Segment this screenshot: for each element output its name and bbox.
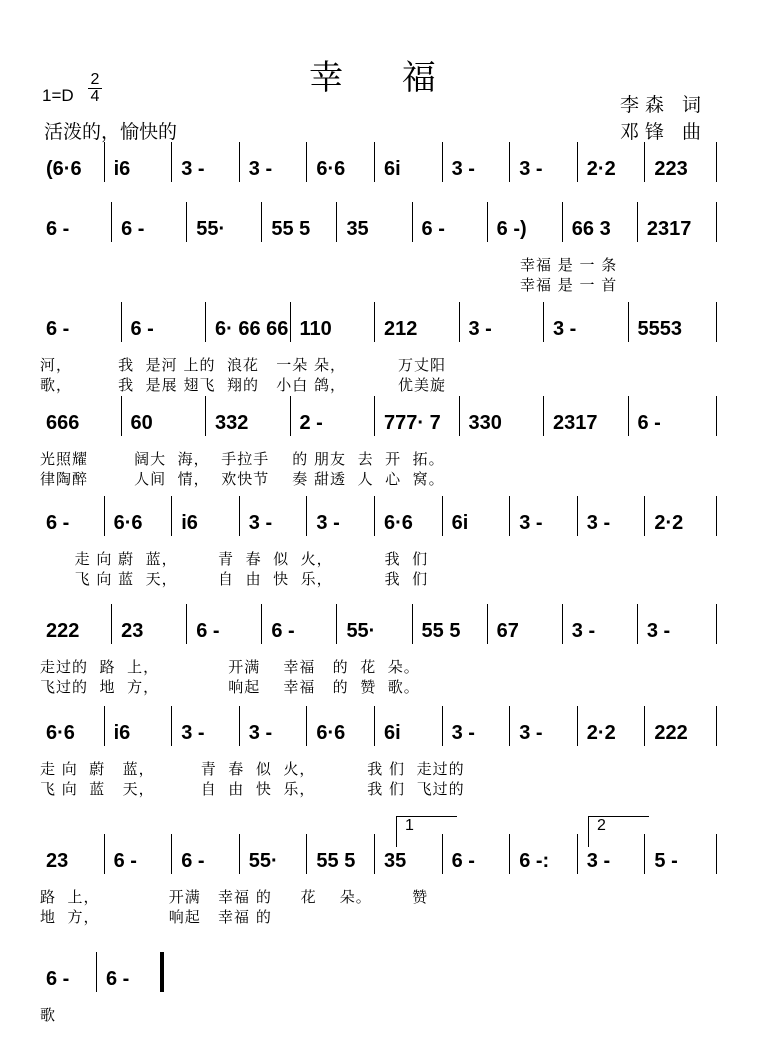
- bar-line: [509, 834, 510, 874]
- bar-line: [261, 202, 262, 242]
- bar-line: [104, 142, 105, 182]
- staff-row: [0, 318, 769, 394]
- lyric-line: 飞过的 地 方， 响起 幸福 的 赞 歌。: [40, 678, 420, 696]
- bar-line: [121, 302, 122, 342]
- bar-line: [239, 142, 240, 182]
- bar-line: [374, 706, 375, 746]
- bar-line: [412, 604, 413, 644]
- measure: 6 -: [421, 218, 445, 240]
- measure: 2·2: [586, 158, 616, 180]
- bar-line: [374, 142, 375, 182]
- staff-row: [0, 817, 769, 926]
- lyric-line: 飞 向 蓝 天， 自 由 快 乐， 我 们 飞过的: [40, 780, 465, 798]
- bar-line: [442, 142, 443, 182]
- measure: 2·2: [654, 512, 684, 534]
- lyric-line: 歌: [40, 1006, 57, 1024]
- staff-row: [0, 722, 769, 798]
- measure: 67: [496, 620, 519, 642]
- bar-line: [239, 834, 240, 874]
- measure: 6·6: [113, 512, 143, 534]
- volta-number: 1: [405, 817, 414, 834]
- bar-line: [487, 202, 488, 242]
- measure: 666: [46, 412, 80, 434]
- bar-line: [509, 496, 510, 536]
- composer-credit: 邓锋 曲: [620, 121, 708, 143]
- bar-line: [716, 142, 717, 182]
- staff-row: [0, 968, 769, 1024]
- bar-line: [374, 834, 375, 874]
- measure: 6i: [384, 158, 401, 180]
- bar-line: [205, 302, 206, 342]
- bar-line: [239, 496, 240, 536]
- measure: 3 -: [586, 850, 611, 872]
- bar-line: [577, 706, 578, 746]
- measure: 2 -: [299, 412, 323, 434]
- bar-line: [186, 604, 187, 644]
- staff-row: [0, 512, 769, 588]
- measure: 3 -: [519, 722, 543, 744]
- bar-line: [577, 496, 578, 536]
- measure: 6 -: [46, 512, 70, 534]
- lyric-line: 歌， 我 是展 翅飞 翔的 小白 鸽， 优美旋: [40, 376, 446, 394]
- bar-line: [374, 396, 375, 436]
- bar-line: [306, 706, 307, 746]
- measure: 330: [468, 412, 502, 434]
- final-barline: [160, 952, 164, 992]
- measure: 223: [654, 158, 688, 180]
- lyric-line: 地 方， 响起 幸福 的: [40, 908, 272, 926]
- staff-row: [0, 158, 769, 198]
- measure: 55·: [248, 850, 278, 872]
- measure: 110: [299, 318, 332, 340]
- volta-first-ending: [396, 816, 457, 847]
- bar-line: [637, 604, 638, 644]
- lyric-line: 幸福 是 一 条: [520, 256, 618, 274]
- bar-line: [442, 496, 443, 536]
- bar-line: [290, 302, 291, 342]
- measure: 55 5: [316, 850, 356, 872]
- measure: 6·6: [46, 722, 75, 744]
- bar-line: [644, 142, 645, 182]
- staff-row: [0, 218, 769, 294]
- measure: 60: [130, 412, 153, 434]
- bar-line: [104, 496, 105, 536]
- measure: 6 -: [113, 850, 137, 872]
- measure: 2317: [646, 218, 692, 240]
- measure: 55·: [196, 218, 226, 240]
- bar-line: [306, 834, 307, 874]
- lyric-line: 幸福 是 一 首: [520, 276, 618, 294]
- bar-line: [171, 142, 172, 182]
- bar-line: [239, 706, 240, 746]
- volta-second-ending: [588, 816, 649, 847]
- measure: 777· 7: [384, 412, 441, 434]
- measure: 6 -: [46, 318, 70, 340]
- bar-line: [186, 202, 187, 242]
- bar-line: [336, 604, 337, 644]
- measure: 6· 66 66: [215, 318, 289, 340]
- bar-line: [171, 834, 172, 874]
- tempo-marking: 活泼的，愉快的: [44, 121, 178, 143]
- bar-line: [111, 202, 112, 242]
- measure: 3 -: [519, 158, 543, 180]
- bar-line: [509, 142, 510, 182]
- bar-line: [644, 496, 645, 536]
- measure: 3 -: [646, 620, 671, 642]
- bar-line: [171, 496, 172, 536]
- lyric-line: 河， 我 是河 上的 浪花 一朵 朵， 万丈阳: [40, 356, 446, 374]
- bar-line: [412, 202, 413, 242]
- lyric-line: 律陶醉 人间 情， 欢快节 奏 甜透 人 心 窝。: [40, 470, 445, 488]
- measure: 3 -: [451, 158, 475, 180]
- measure: 3 -: [553, 318, 577, 340]
- measure: 23: [46, 850, 69, 872]
- measure: i6: [113, 722, 131, 744]
- measure: 6 -: [130, 318, 154, 340]
- lyric-line: 走 向 蔚 蓝， 青 春 似 火， 我 们 走过的: [40, 760, 465, 778]
- measure: (6·6: [46, 158, 82, 180]
- lyric-line: 飞 向 蓝 天， 自 由 快 乐， 我 们: [40, 570, 429, 588]
- measure: 6·6: [316, 722, 346, 744]
- bar-line: [562, 202, 563, 242]
- measure: 55 5: [421, 620, 461, 642]
- bar-line: [290, 396, 291, 436]
- measure: 332: [215, 412, 249, 434]
- measure: 3 -: [316, 512, 340, 534]
- bar-line: [637, 202, 638, 242]
- measure: 6 -: [451, 850, 475, 872]
- bar-line: [111, 604, 112, 644]
- bar-line: [716, 604, 717, 644]
- bar-line: [459, 302, 460, 342]
- volta-number: 2: [597, 817, 606, 834]
- measure: 6 -: [106, 968, 130, 990]
- measure: i6: [113, 158, 131, 180]
- bar-line: [104, 706, 105, 746]
- measure: 3 -: [468, 318, 492, 340]
- measure: 3 -: [586, 512, 611, 534]
- measure: 23: [121, 620, 144, 642]
- measure: 55·: [346, 620, 376, 642]
- measure: 3 -: [248, 512, 273, 534]
- staff-row: [0, 412, 769, 488]
- measure: 6 -: [121, 218, 145, 240]
- measure: 3 -: [519, 512, 543, 534]
- bar-line: [716, 396, 717, 436]
- lyric-line: 光照耀 阔大 海， 手拉手 的 朋友 去 开 拓。: [40, 450, 445, 468]
- measure: 6·6: [384, 512, 413, 534]
- bar-line: [336, 202, 337, 242]
- lyric-line: 走 向 蔚 蓝， 青 春 似 火， 我 们: [40, 550, 429, 568]
- bar-line: [716, 202, 717, 242]
- bar-line: [487, 604, 488, 644]
- bar-line: [374, 496, 375, 536]
- measure: 35: [346, 218, 369, 240]
- bar-line: [104, 834, 105, 874]
- measure: 6·6: [316, 158, 346, 180]
- bar-line: [459, 396, 460, 436]
- bar-line: [374, 302, 375, 342]
- lyric-line: 路 上， 开满 幸福 的 花 朵。 赞: [40, 888, 429, 906]
- time-signature: [88, 72, 102, 105]
- staff-row: [0, 620, 769, 696]
- measure: 6 -: [196, 620, 220, 642]
- lyric-line: 走过的 路 上， 开满 幸福 的 花 朵。: [40, 658, 420, 676]
- bar-line: [205, 396, 206, 436]
- measure: 66 3: [571, 218, 611, 240]
- bar-line: [716, 496, 717, 536]
- measure: 6 -): [496, 218, 527, 240]
- measure: 2317: [553, 412, 598, 434]
- measure: 5 -: [654, 850, 678, 872]
- measure: 6 -: [46, 968, 70, 990]
- bar-line: [562, 604, 563, 644]
- measure: 3 -: [181, 158, 205, 180]
- bar-line: [96, 952, 97, 992]
- measure: 3 -: [571, 620, 596, 642]
- measure: 6 -:: [519, 850, 550, 872]
- measure: 6i: [384, 722, 401, 744]
- measure: 55 5: [271, 218, 311, 240]
- bar-line: [306, 142, 307, 182]
- measure: 6 -: [46, 218, 70, 240]
- measure: i6: [181, 512, 198, 534]
- measure: 222: [46, 620, 80, 642]
- meter-bottom: 4: [90, 88, 100, 105]
- measure: 3 -: [181, 722, 205, 744]
- lyricist-credit: 李森 词: [620, 94, 708, 116]
- measure: 35: [384, 850, 407, 872]
- measure: 6 -: [181, 850, 205, 872]
- measure: 3 -: [248, 158, 273, 180]
- bar-line: [261, 604, 262, 644]
- bar-line: [306, 496, 307, 536]
- bar-line: [543, 302, 544, 342]
- measure: 5553: [637, 318, 682, 340]
- measure: 3 -: [451, 722, 475, 744]
- measure: 6i: [451, 512, 469, 534]
- measure: 222: [654, 722, 688, 744]
- bar-line: [628, 302, 629, 342]
- bar-line: [509, 706, 510, 746]
- key-signature: 1=D: [42, 86, 74, 105]
- bar-line: [442, 706, 443, 746]
- bar-line: [716, 706, 717, 746]
- measure: 212: [384, 318, 418, 340]
- measure: 6 -: [637, 412, 661, 434]
- measure: 3 -: [248, 722, 273, 744]
- bar-line: [716, 834, 717, 874]
- bar-line: [543, 396, 544, 436]
- bar-line: [577, 142, 578, 182]
- measure: 2·2: [586, 722, 616, 744]
- bar-line: [121, 396, 122, 436]
- bar-line: [577, 834, 578, 874]
- meter-top: 2: [90, 71, 100, 88]
- song-title: 幸 福: [309, 58, 460, 98]
- bar-line: [171, 706, 172, 746]
- bar-line: [628, 396, 629, 436]
- bar-line: [716, 302, 717, 342]
- bar-line: [644, 706, 645, 746]
- measure: 6 -: [271, 620, 295, 642]
